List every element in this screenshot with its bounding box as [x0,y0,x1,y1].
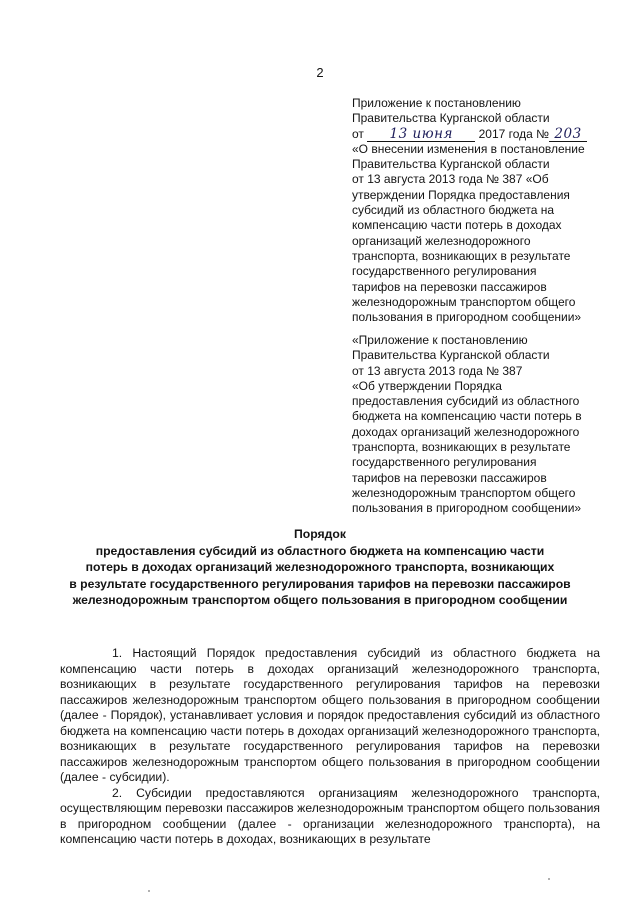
appendix-line: компенсацию части потерь в доходах [352,218,562,233]
appendix-line: «Приложение к постановлению [352,333,528,347]
appendix-line: бюджета на компенсацию части потерь в [352,409,582,424]
paragraph-1: 1. Настоящий Порядок предоставления субсидий из областного бюджета на компенсацию части потерь в доходах организаций железнодорожного транспорта, возникающих в результате государственного регулирования тарифов на перевозки пассажиров железнодорожным транспортом общего пользования в пригородном сообщении (далее - Порядок), устанавливает условия и порядок предоставления субсидий из областного бюджета на компенсацию части потерь в доходах организаций железнодорожного транспорта, возникающих в результате государственного регулирования тарифов на перевозки пассажиров железнодорожным транспортом общего пользования в пригородном сообщении (далее - субсидии). [60,646,600,784]
date-year: 2017 года № [478,126,550,141]
appendix-line: железнодорожным транспортом общего [352,485,576,500]
appendix-line: государственного регулирования [352,455,537,470]
scan-speck [148,890,150,892]
document-body [60,646,600,848]
handwritten-date: 13 июня [367,128,475,142]
appendix-line: субсидий из областного бюджета на [352,203,555,218]
paragraph-2: 2. Субсидии предоставляются организациям железнодорожного транспорта, осуществляющим перевозки пассажиров железнодорожным транспортом общего пользования в пригородном сообщении (далее - организации железнодорожного транспорта), на компенсацию части потерь в доходах, возникающих в результате [60,785,600,846]
page-number: 2 [316,65,324,80]
appendix-line: предоставления субсидий из областного [352,394,580,409]
appendix-line: от 13 августа 2013 года № 387 «Об [352,172,549,187]
appendix-line: Приложение к постановлению [352,96,521,110]
appendix-line: пользования в пригородном сообщении» [352,501,582,516]
original-appendix-header [352,333,614,517]
appendix-line: утверждении Порядка предоставления [352,187,570,202]
appendix-line: тарифов на перевозки пассажиров [352,279,547,294]
handwritten-number: 203 [549,128,587,142]
appendix-line: железнодорожным транспортом общего [352,294,576,309]
appendix-line: Правительства Курганской области [352,157,550,172]
appendix-line: «О внесении изменения в постановление [352,141,585,156]
appendix-line: Правительства Курганской области [352,111,550,126]
appendix-line: доходах организаций железнодорожного [352,424,580,439]
appendix-line: транспорта, возникающих в результате [352,248,571,263]
title-heading: Порядок [294,527,346,541]
title-line: предоставления субсидий из областного бюджета на компенсацию части [95,543,545,558]
scan-speck [548,878,550,880]
appendix-header [352,96,614,325]
resolution-date-line [352,127,614,142]
title-line: в результате государственного регулирования тарифов на перевозки пассажиров [69,576,571,591]
appendix-line: тарифов на перевозки пассажиров [352,470,547,485]
appendix-line: «Об утверждении Порядка [352,378,502,393]
appendix-line: пользования в пригородном сообщении» [352,310,582,325]
appendix-line: от 13 августа 2013 года № 387 [352,363,523,378]
date-prefix: от [352,126,364,141]
title-line: железнодорожным транспортом общего пользования в пригородном сообщении [72,593,568,607]
appendix-line: транспорта, возникающих в результате [352,440,571,455]
document-title [30,526,610,609]
appendix-line: государственного регулирования [352,264,537,279]
appendix-line: Правительства Курганской области [352,348,550,363]
title-line: потерь в доходах организаций железнодорожного транспорта, возникающих [85,560,555,574]
appendix-line: организаций железнодорожного [352,233,531,248]
